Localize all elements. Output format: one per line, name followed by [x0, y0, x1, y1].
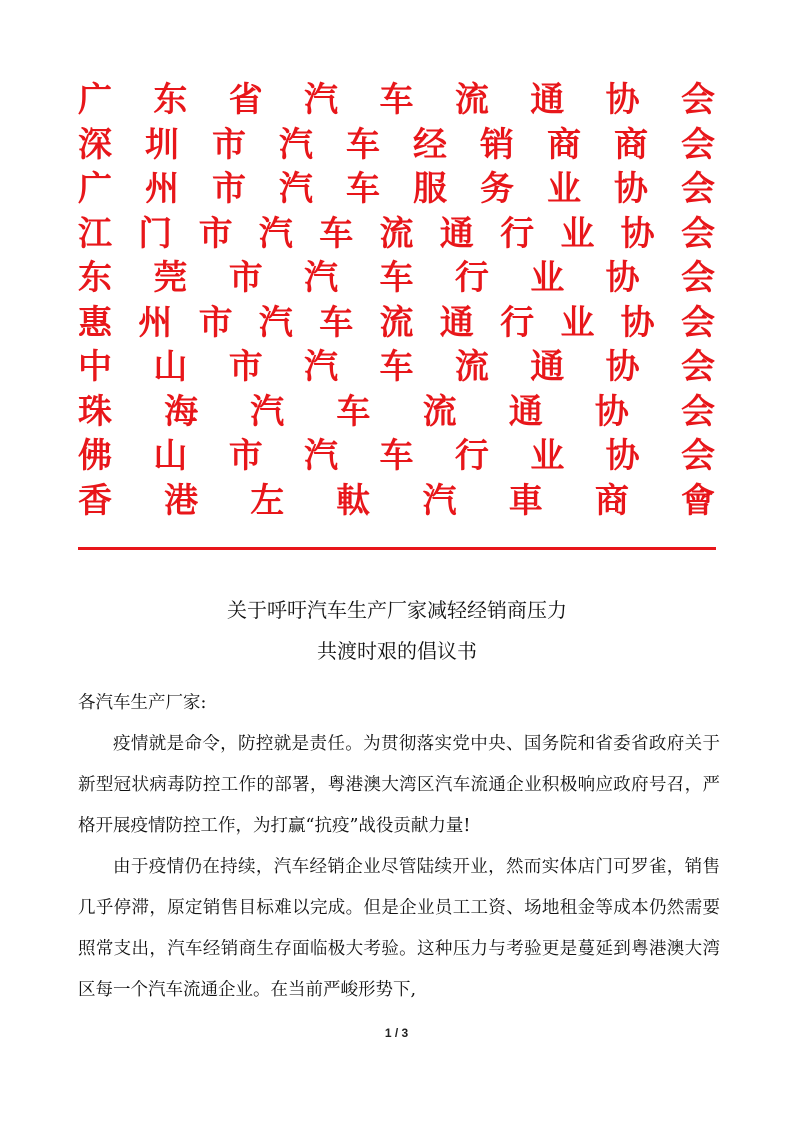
organization-char: 务 [480, 169, 514, 210]
organization-char: 协 [605, 436, 640, 477]
organization-char: 流 [379, 302, 414, 343]
organization-char: 会 [680, 302, 715, 343]
organization-char: 佛 [78, 436, 112, 477]
organization-name [78, 434, 715, 479]
organization-char: 会 [680, 391, 715, 432]
organization-char: 市 [198, 302, 233, 343]
body-paragraph: 疫情就是命令，防控就是责任。为贯彻落实党中央、国务院和省委省政府关于新型冠状病毒防控工作的部署，粤港澳大湾区汽车流通企业积极响应政府号召，严格开展疫情防控工作，为打赢“抗疫”战役贡献力量! [78, 734, 720, 836]
organization-char: 省 [228, 80, 263, 121]
organization-char: 业 [530, 436, 565, 477]
organization-char: 协 [620, 213, 655, 254]
organization-char: 中 [78, 347, 112, 388]
organization-char: 业 [530, 258, 565, 299]
organization-char: 商 [594, 480, 629, 521]
organization-char: 汽 [279, 124, 313, 165]
organization-char: 莞 [153, 258, 188, 299]
organization-char: 会 [681, 169, 715, 210]
organization-char: 深 [78, 124, 112, 165]
organization-char: 市 [228, 347, 263, 388]
organization-char: 车 [319, 213, 354, 254]
organization-char: 市 [212, 124, 246, 165]
organization-char: 通 [508, 391, 543, 432]
organization-char: 会 [681, 347, 715, 388]
organization-char: 行 [454, 258, 489, 299]
organization-name [78, 78, 715, 123]
organization-char: 通 [530, 80, 565, 121]
organization-char: 车 [346, 169, 380, 210]
body-paragraph: 由于疫情仍在持续，汽车经销企业尽管陆续开业，然而实体店门可罗雀，销售几乎停滞，原定销售目标难以完成。但是企业员工工资、场地租金等成本仍然需要照常支出，汽车经销商生存面临极大考验。这种压力与考验更是蔓延到粤港澳大湾区每一个汽车流通企业。在当前严峻形势下, [78, 857, 720, 1000]
organization-char: 车 [379, 347, 414, 388]
organization-char: 軚 [336, 480, 371, 521]
organization-char: 车 [379, 436, 414, 477]
organization-name [78, 123, 715, 168]
organization-char: 汽 [304, 80, 339, 121]
organization-char: 商 [547, 124, 581, 165]
organization-name [78, 212, 715, 257]
organization-char: 流 [454, 347, 489, 388]
organization-char: 车 [379, 258, 414, 299]
title-line-1: 关于呼吁汽车生产厂家减轻经销商压力 [227, 598, 567, 622]
organization-char: 港 [164, 480, 199, 521]
organization-char: 协 [605, 258, 640, 299]
organization-char: 州 [145, 169, 179, 210]
organization-char: 会 [680, 213, 715, 254]
organization-name [78, 167, 715, 212]
organization-char: 会 [681, 124, 715, 165]
organization-char: 市 [198, 213, 233, 254]
organization-char: 惠 [78, 302, 112, 343]
issuing-organizations [78, 78, 715, 523]
organization-char: 圳 [145, 124, 179, 165]
organization-char: 市 [228, 258, 263, 299]
organization-char: 东 [153, 80, 188, 121]
organization-char: 会 [681, 258, 715, 299]
title-line-2: 共渡时艰的倡议书 [317, 639, 477, 663]
organization-char: 汽 [422, 480, 457, 521]
organization-char: 車 [508, 480, 543, 521]
organization-char: 汽 [304, 258, 339, 299]
organization-char: 协 [614, 169, 648, 210]
organization-char: 协 [605, 347, 640, 388]
organization-char: 市 [212, 169, 246, 210]
organization-char: 州 [138, 302, 173, 343]
organization-name [78, 301, 715, 346]
organization-char: 门 [138, 213, 173, 254]
organization-char: 车 [346, 124, 380, 165]
organization-char: 行 [500, 302, 535, 343]
organization-char: 汽 [304, 347, 339, 388]
organization-name [78, 345, 715, 390]
organization-char: 汽 [258, 302, 293, 343]
organization-char: 汽 [279, 169, 313, 210]
page-number: 1 / 3 [384, 1026, 409, 1040]
document-title [78, 590, 716, 672]
organization-name [78, 390, 715, 435]
organization-char: 流 [422, 391, 457, 432]
organization-char: 通 [439, 213, 474, 254]
organization-char: 广 [78, 80, 112, 121]
organization-char: 市 [228, 436, 263, 477]
organization-char: 广 [78, 169, 112, 210]
organization-char: 东 [78, 258, 112, 299]
organization-char: 江 [78, 213, 112, 254]
organization-char: 流 [379, 213, 414, 254]
organization-char: 左 [250, 480, 285, 521]
organization-char: 商 [614, 124, 648, 165]
organization-char: 流 [454, 80, 489, 121]
organization-char: 行 [500, 213, 535, 254]
document-body [78, 683, 720, 1011]
organization-char: 销 [480, 124, 514, 165]
organization-char: 协 [605, 80, 640, 121]
organization-char: 车 [336, 391, 371, 432]
organization-char: 业 [547, 169, 581, 210]
organization-char: 协 [594, 391, 629, 432]
organization-char: 会 [681, 80, 715, 121]
organization-char: 业 [560, 302, 595, 343]
organization-char: 业 [560, 213, 595, 254]
organization-char: 珠 [78, 391, 112, 432]
organization-char: 经 [413, 124, 447, 165]
organization-char: 协 [620, 302, 655, 343]
organization-char: 车 [319, 302, 354, 343]
organization-char: 行 [454, 436, 489, 477]
organization-char: 海 [164, 391, 199, 432]
salutation: 各汽车生产厂家: [78, 693, 207, 713]
organization-name [78, 479, 715, 524]
organization-char: 通 [530, 347, 565, 388]
organization-char: 山 [153, 347, 188, 388]
organization-name [78, 256, 715, 301]
organization-char: 通 [439, 302, 474, 343]
organization-char: 山 [153, 436, 188, 477]
organization-char: 车 [379, 80, 414, 121]
organization-char: 香 [78, 480, 112, 521]
organization-char: 汽 [250, 391, 285, 432]
organization-char: 汽 [258, 213, 293, 254]
organization-char: 會 [680, 480, 715, 521]
organization-char: 汽 [304, 436, 339, 477]
red-header-divider [78, 547, 716, 550]
organization-char: 会 [681, 436, 715, 477]
organization-char: 服 [413, 169, 447, 210]
